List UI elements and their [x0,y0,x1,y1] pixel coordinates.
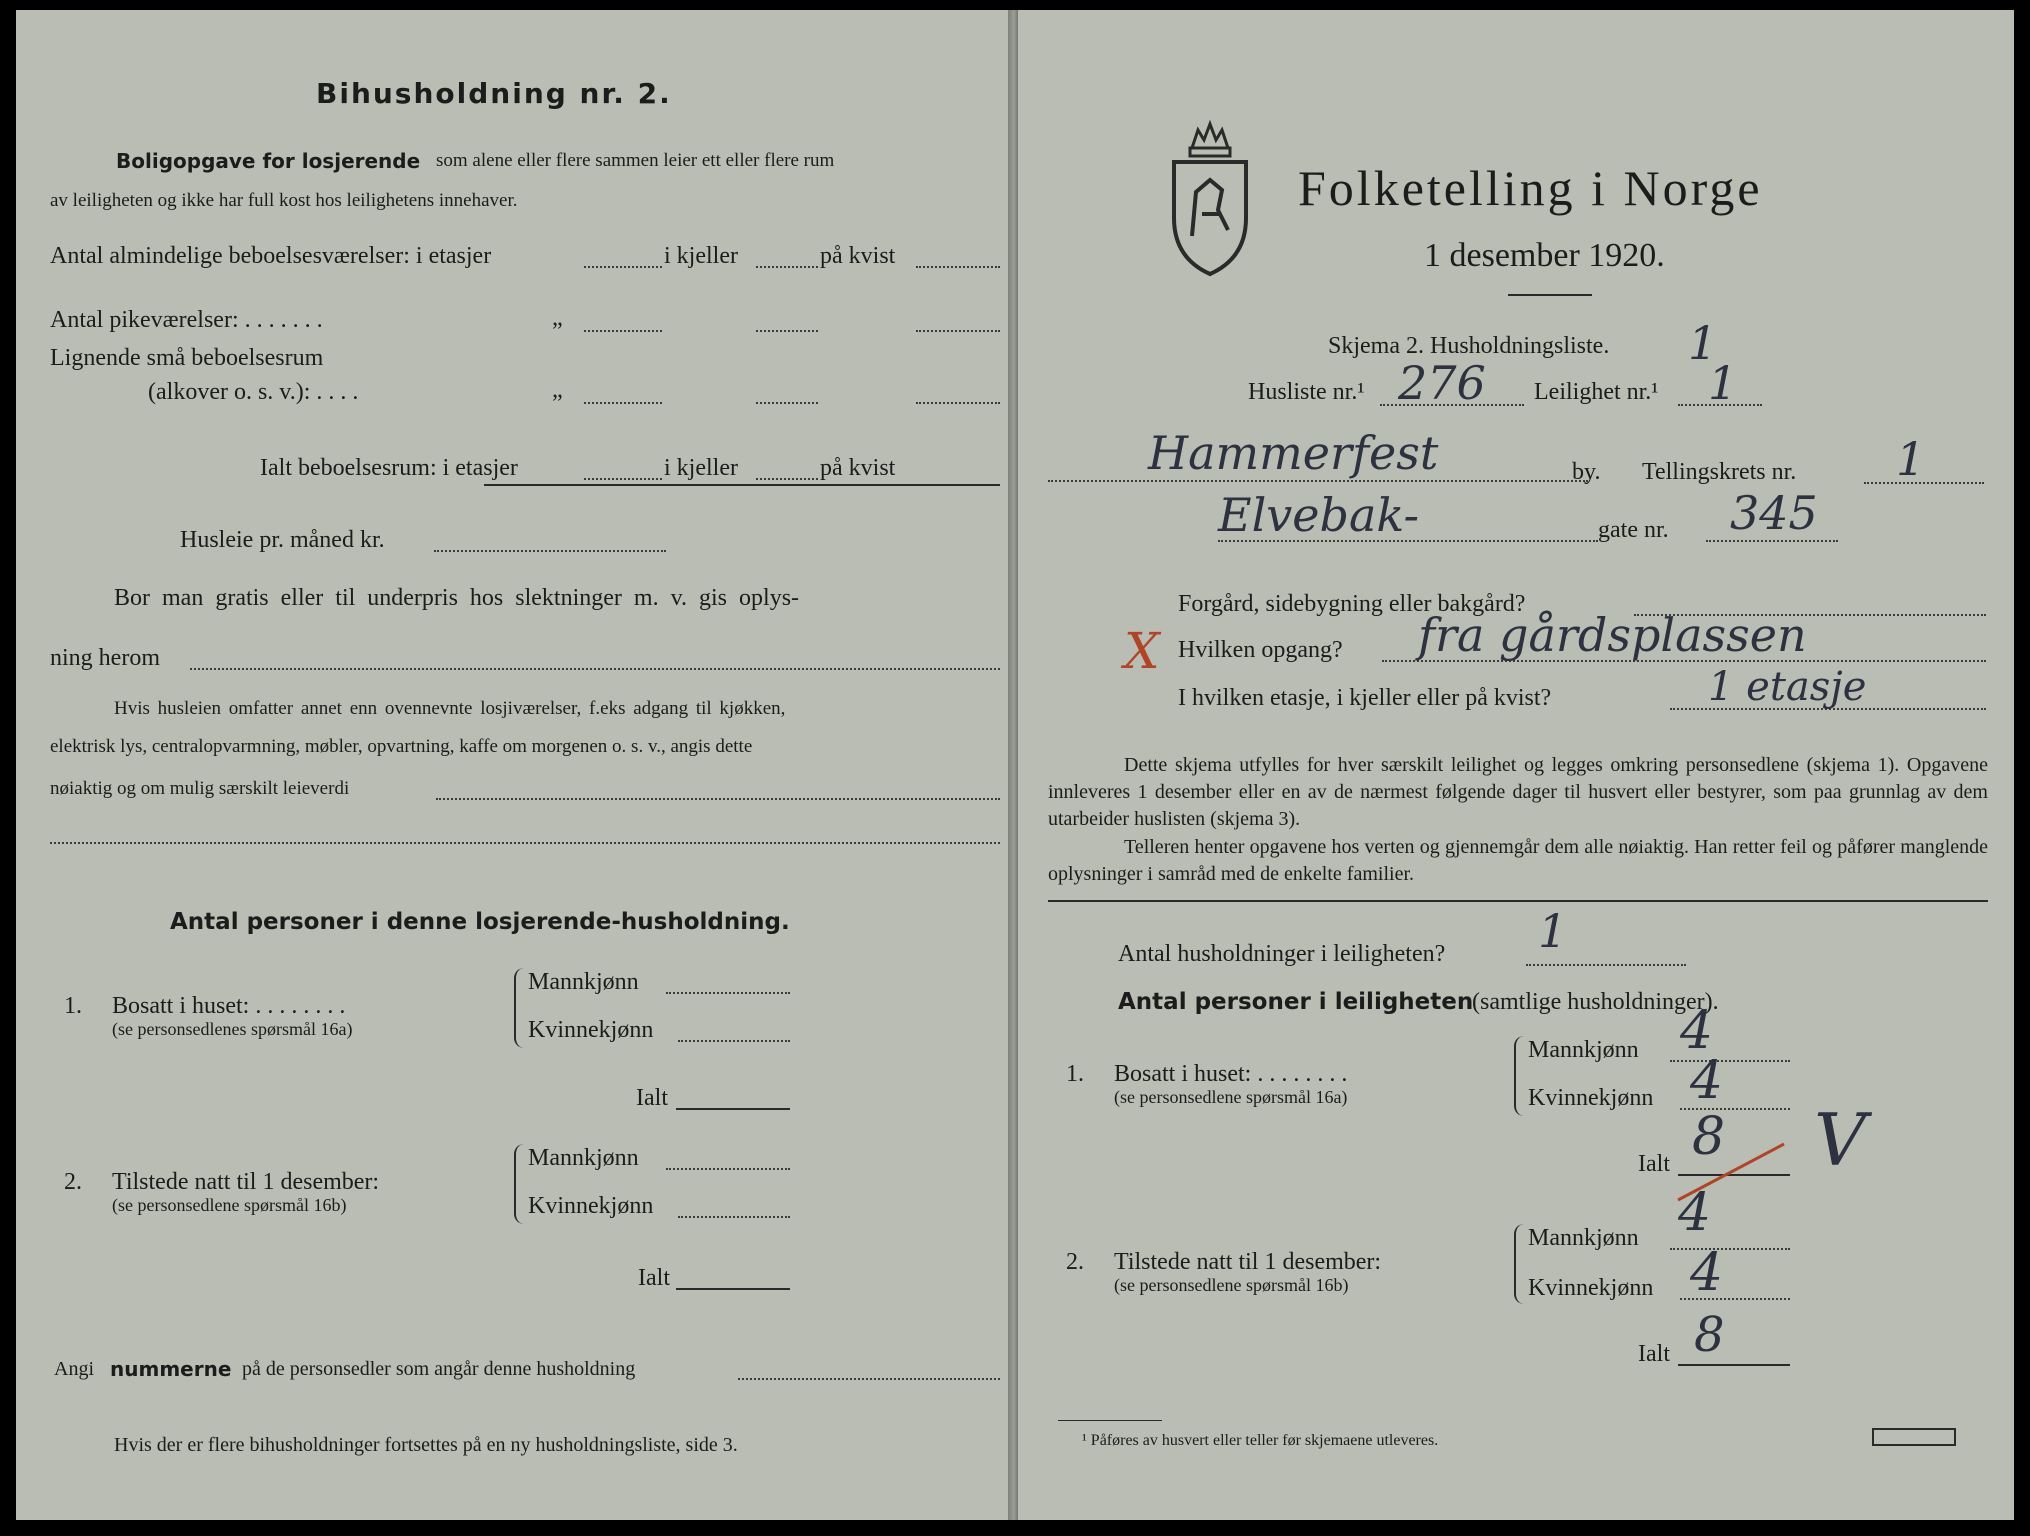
antal-pers-rest: (samtlige husholdninger). [1472,989,1719,1015]
bolig-text-2: av leiligheten og ikke har full kost hos leilighetens innehaver. [50,190,518,211]
q1-kvinne-field[interactable] [678,1040,790,1042]
husleie-label: Husleie pr. måned kr. [180,527,385,553]
antal-personer-heading: Antal personer i denne losjerende-husholdning. [170,909,790,935]
ialt-kjeller-label: i kjeller [664,455,738,481]
r-q1-mann-hand: 4 [1680,1001,1714,1061]
hvis-field-2[interactable] [50,842,1000,844]
q1-number: 1. [64,993,82,1019]
q1-mann-field[interactable] [666,992,790,994]
gate-nr-hand: 345 [1730,486,1818,540]
main-title: Folketelling i Norge [1298,160,1763,216]
antal-hush-hand: 1 [1538,904,1568,958]
pike-kjeller-field[interactable] [756,330,818,332]
q2-mann-label: Mannkjønn [528,1145,639,1171]
check-mark: V [1814,1098,1866,1182]
gratis-line-1: Bor man gratis eller til underpris hos slektninger m. v. gis oplys- [114,585,800,611]
instructions-1: Dette skjema utfylles for hver særskilt leilighet og legges omkring personsedlene (skjema 1). Opgavene innleveres 1 desember eller en av de nærmest følgende dager til husvert eller bestyrer, som paa grunnlag av dem utarbeider huslisten (skjema 3). [1048,754,1988,830]
q2-mann-field[interactable] [666,1168,790,1170]
ialt-underline [484,484,1000,486]
census-date: 1 desember 1920. [1424,237,1665,274]
antal-alm-label: Antal almindelige beboelsesværelser: i etasjer [50,243,492,269]
pike-label: Antal pikeværelser: . . . . . . . [50,307,323,333]
alm-etasjer-field[interactable] [584,266,662,268]
q1-ialt-label: Ialt [636,1085,668,1111]
bolig-bold: Boligopgave for losjerende [116,149,421,173]
hvis-line-3: nøiaktig og om mulig særskilt leieverdi [50,778,350,799]
tellingskrets-label: Tellingskrets nr. [1642,459,1797,485]
red-x-mark: X [1124,622,1160,680]
tellingskrets-hand: 1 [1896,432,1926,486]
husleie-field[interactable] [434,550,666,552]
footnote-rule [1058,1420,1162,1421]
r-q1-brace [1514,1036,1526,1116]
r-q2-ialt-field[interactable] [1678,1364,1790,1366]
q2-sublabel: (se personsedlene spørsmål 16b) [112,1195,347,1215]
q2-ialt-field[interactable] [676,1288,790,1290]
r-q2-kvinne-hand: 4 [1690,1243,1724,1303]
r-q1-kvinne-label: Kvinnekjønn [1528,1085,1654,1111]
q2-kvinne-field[interactable] [678,1216,790,1218]
forgard-label: Forgård, sidebygning eller bakgård? [1178,591,1526,617]
gate-label: gate nr. [1598,517,1669,543]
q2-brace [514,1144,526,1224]
q2-kvinne-label: Kvinnekjønn [528,1193,654,1219]
ialt-kjeller-field[interactable] [756,478,818,480]
hvis-field[interactable] [436,798,1000,800]
left-title: Bihusholdning nr. 2. [316,77,672,110]
gratis-line-2: ning herom [50,645,160,671]
r-q1-ialt-label: Ialt [1638,1151,1670,1177]
opgang-hand: fra gårdsplassen [1418,608,1807,662]
lignende-label-2: (alkover o. s. v.): . . . . [148,379,359,405]
hvis-line-2: elektrisk lys, centralopvarmning, møbler, opvartning, kaffe om morgenen o. s. v., angis dette [50,736,753,757]
gratis-field[interactable] [190,668,1000,670]
r-q2-ialt-label: Ialt [1638,1341,1670,1367]
leilighet-label: Leilighet nr.¹ [1534,379,1659,405]
q2-label: Tilstede natt til 1 desember: [112,1169,380,1195]
r-q2-mann-hand: 4 [1678,1183,1712,1243]
angi-label-2: på de personsedler som angår denne husholdning [242,1358,636,1380]
q2-number: 2. [64,1169,82,1195]
r-q2-brace [1514,1224,1526,1304]
r-q1-sublabel: (se personsedlene spørsmål 16a) [1114,1087,1348,1107]
alm-kjeller-label: i kjeller [664,243,738,269]
right-page [1018,10,2014,1520]
leilighet-hand-2: 1 [1708,356,1738,410]
footnote: ¹ Påføres av husvert eller teller før skjemaene utleveres. [1082,1432,1439,1449]
antal-pers-bold: Antal personer i leiligheten [1118,989,1474,1015]
skjema-label: Skjema 2. Husholdningsliste. [1328,333,1610,359]
r-q2-mann-label: Mannkjønn [1528,1225,1639,1251]
antal-hush-label: Antal husholdninger i leiligheten? [1118,941,1446,967]
lign-kvist-field[interactable] [916,402,1000,404]
r-q1-kvinne-hand: 4 [1690,1051,1724,1111]
husliste-label: Husliste nr.¹ [1248,379,1365,405]
left-footer: Hvis der er flere bihusholdninger fortsettes på en ny husholdningsliste, side 3. [114,1434,738,1456]
antal-hush-field[interactable] [1526,964,1686,966]
lignende-label-1: Lignende små beboelsesrum [50,345,324,371]
printer-stamp [1872,1428,1956,1446]
ialt-kvist-label: på kvist [820,455,896,481]
q1-ialt-field[interactable] [676,1108,790,1110]
r-q1-mann-label: Mannkjønn [1528,1037,1639,1063]
instructions-2: Telleren henter opgavene hos verten og gjennemgår dem alle nøiaktig. Han retter feil og påfører manglende oplysninger i samråd med de enkelte familier. [1048,836,1988,885]
title-rule [1508,294,1592,296]
angi-field[interactable] [738,1378,1000,1380]
lign-ditto: „ [552,377,563,403]
instructions-rule [1048,900,1988,902]
r-q1-ialt-hand: 8 [1692,1107,1726,1167]
lign-kjeller-field[interactable] [756,402,818,404]
left-page [16,10,1010,1520]
r-q2-kvinne-label: Kvinnekjønn [1528,1275,1654,1301]
r-q1-label: Bosatt i huset: . . . . . . . . [1114,1061,1348,1087]
by-field[interactable] [1048,480,1588,482]
angi-bold: nummerne [110,1357,232,1381]
alm-kvist-label: på kvist [820,243,896,269]
angi-label-1: Angi [54,1358,94,1380]
lign-etasjer-field[interactable] [584,402,662,404]
by-hand: Hammerfest [1148,426,1439,480]
pike-etasjer-field[interactable] [584,330,662,332]
gate-nr-field[interactable] [1706,540,1838,542]
leilighet-hand-1: 1 [1688,316,1718,370]
pike-kvist-field[interactable] [916,330,1000,332]
pike-ditto: „ [552,305,563,331]
opgang-label: Hvilken opgang? [1178,637,1343,663]
q1-sublabel: (se personsedlenes spørsmål 16a) [112,1019,353,1039]
q1-label: Bosatt i huset: . . . . . . . . [112,993,346,1019]
etasje-label: I hvilken etasje, i kjeller eller på kvist? [1178,685,1552,711]
r-q2-sublabel: (se personsedlene spørsmål 16b) [1114,1275,1349,1295]
q1-mann-label: Mannkjønn [528,969,639,995]
q2-ialt-label: Ialt [638,1265,670,1291]
q1-kvinne-label: Kvinnekjønn [528,1017,654,1043]
ialt-rum-label: Ialt beboelsesrum: i etasjer [260,455,518,481]
husliste-hand: 276 [1398,356,1486,410]
alm-kjeller-field[interactable] [756,266,818,268]
r-q2-label: Tilstede natt til 1 desember: [1114,1249,1382,1275]
coat-of-arms-icon [1168,118,1252,278]
r-q2-number: 2. [1066,1249,1084,1275]
r-q2-ialt-hand: 8 [1694,1307,1725,1363]
bolig-text-1: som alene eller flere sammen leier ett eller flere rum [436,150,835,171]
ialt-etasjer-field[interactable] [584,478,662,480]
r-q1-number: 1. [1066,1061,1084,1087]
hvis-line-1: Hvis husleien omfatter annet enn ovennevnte losjiværelser, f.eks adgang til kjøkken, [114,698,786,719]
q1-brace [514,968,526,1048]
etasje-hand: 1 etasje [1708,664,1867,710]
alm-kvist-field[interactable] [916,266,1000,268]
r-q2-mann-field[interactable] [1670,1248,1790,1250]
gate-name-hand: Elvebak- [1218,488,1419,542]
by-label: by. [1572,459,1601,485]
